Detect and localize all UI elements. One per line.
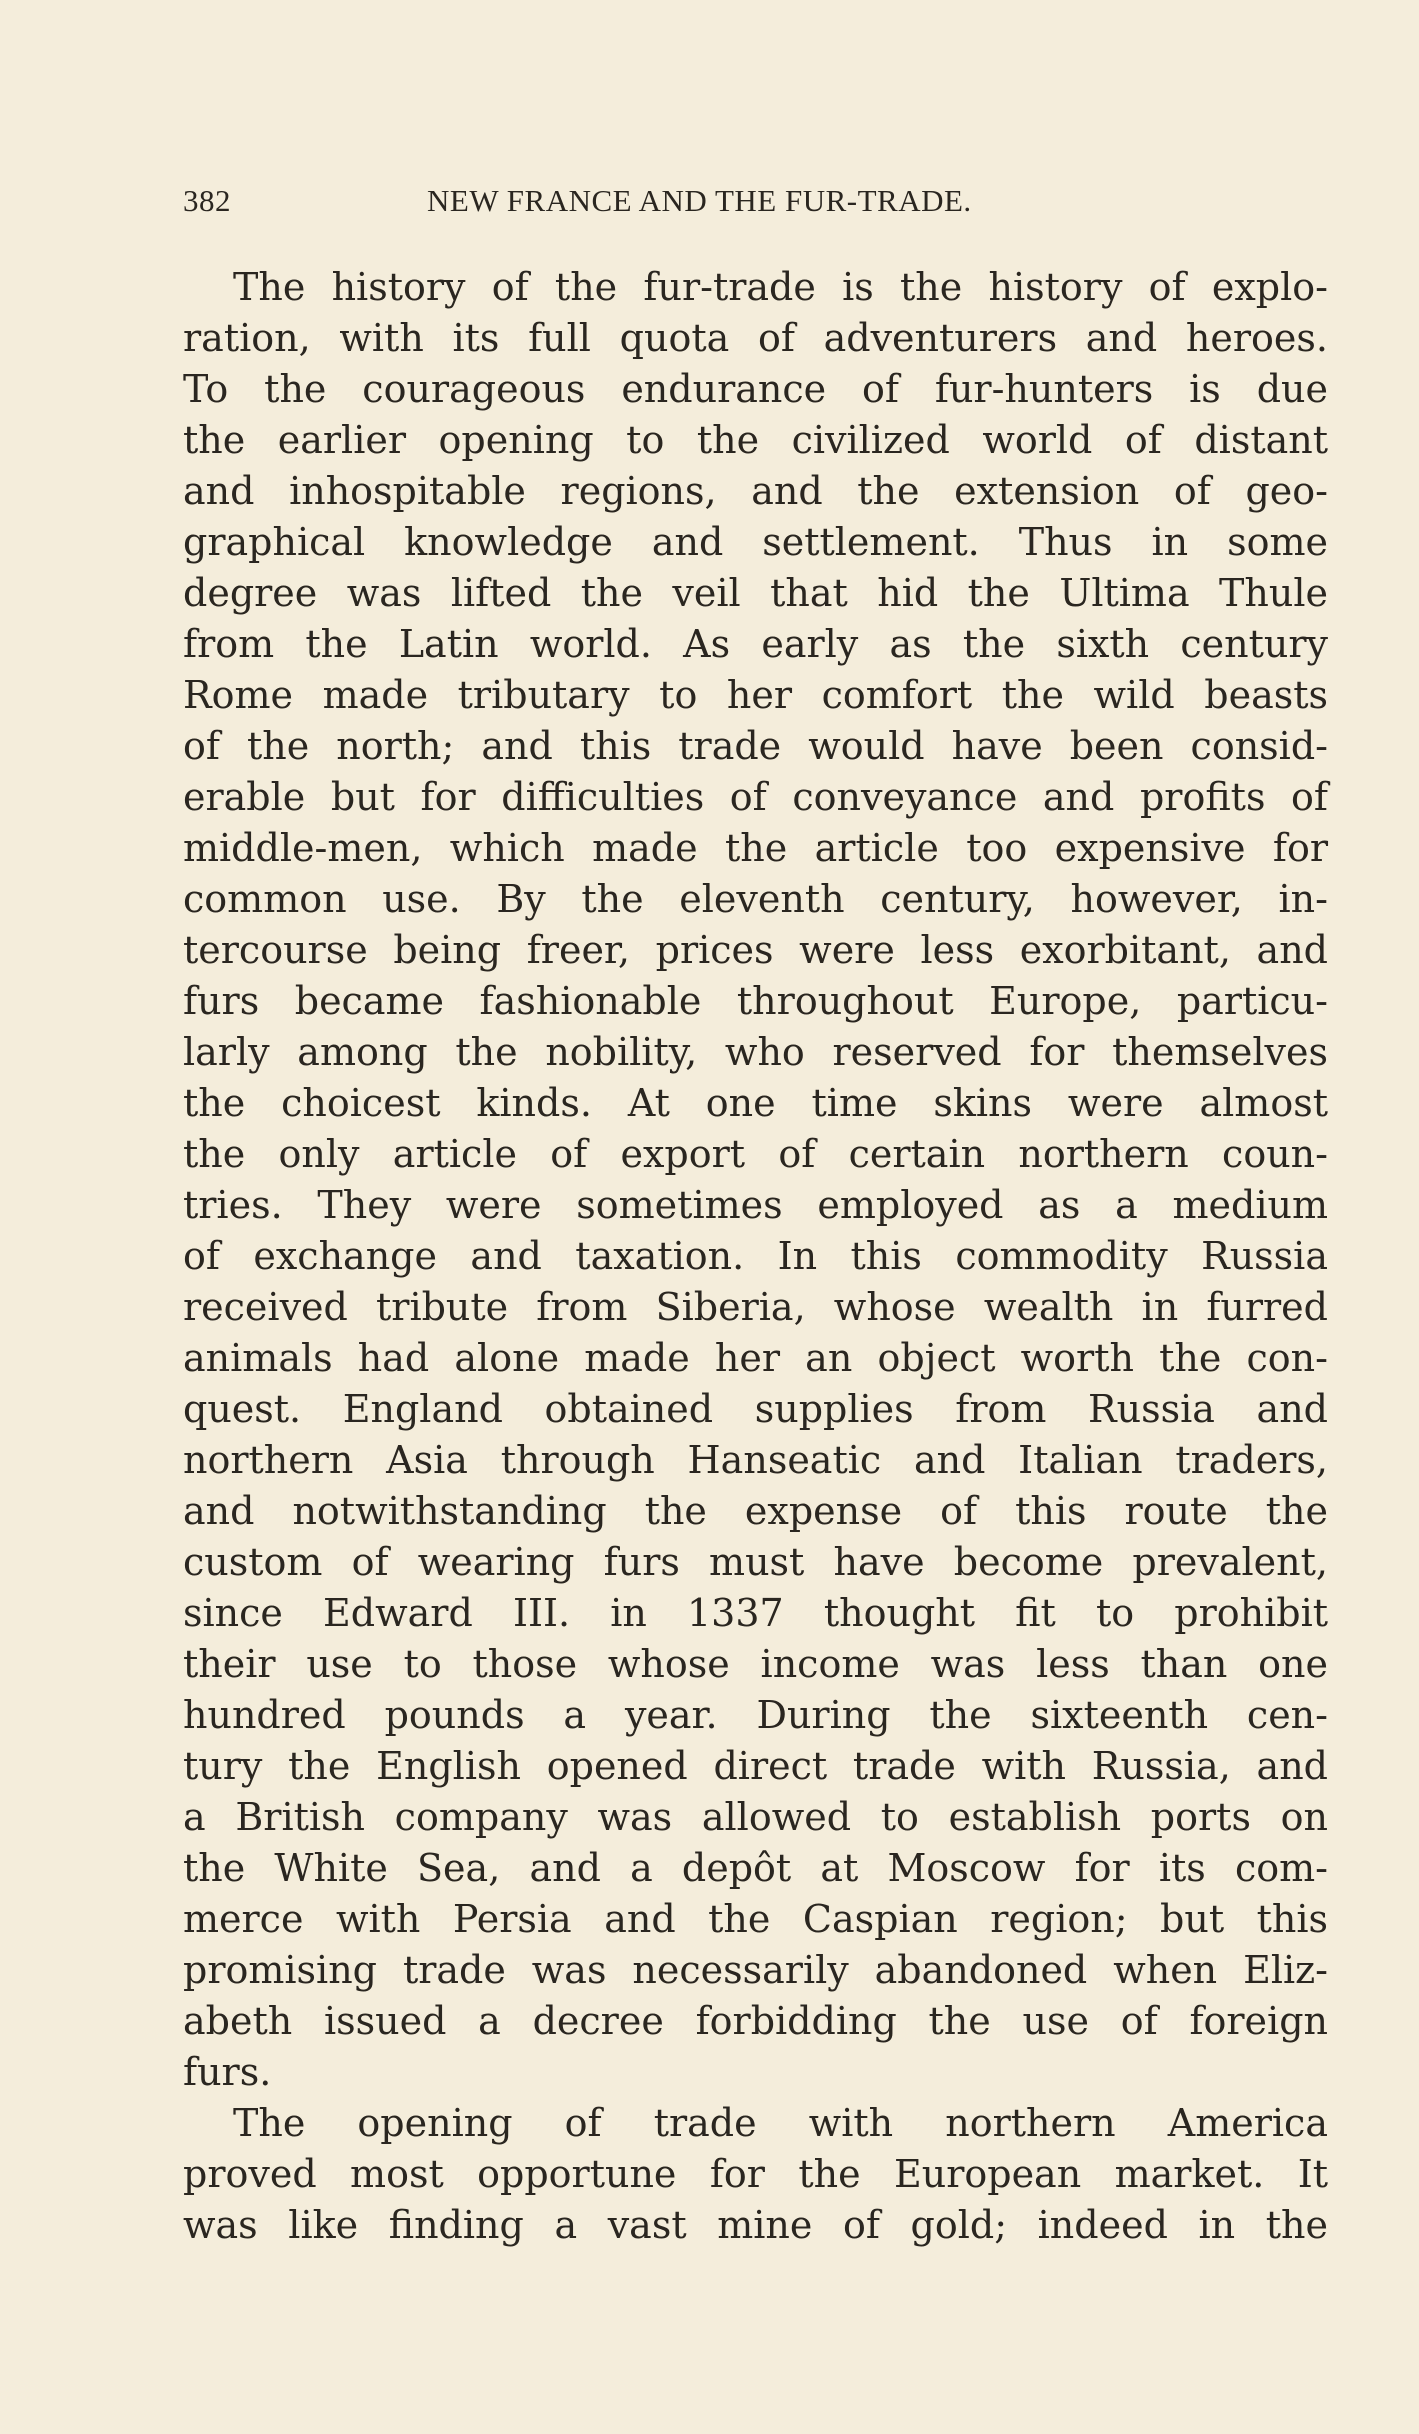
text-line: Rome made tributary to her comfort the wild beasts [183,673,1328,717]
text-line: their use to those whose income was less than one [183,1642,1328,1686]
page-number: 382 [183,183,231,218]
text-line: promising trade was necessarily abandoned when Eliz- [183,1948,1328,1992]
text-line: To the courageous endurance of fur-hunters is due [183,367,1328,411]
text-line: middle-men, which made the article too expensive for [183,826,1328,870]
text-line: furs became fashionable throughout Europe, particu- [183,979,1328,1023]
text-line: proved most opportune for the European market. It [183,2152,1328,2196]
text-line: graphical knowledge and settlement. Thus in some [183,520,1328,564]
text-line: received tribute from Siberia, whose wealth in furred [183,1285,1328,1329]
text-line: degree was lifted the veil that hid the Ultima Thule [183,571,1328,615]
text-line: was like finding a vast mine of gold; indeed in the [183,2203,1328,2247]
text-line: of exchange and taxation. In this commodity Russia [183,1234,1328,1278]
text-line: quest. England obtained supplies from Russia and [183,1387,1328,1431]
running-title: NEW FRANCE AND THE FUR-TRADE. [427,183,972,218]
text-line: furs. [183,2050,272,2094]
text-line: The history of the fur-trade is the history of explo- [233,265,1328,309]
text-line: hundred pounds a year. During the sixteenth cen- [183,1693,1328,1737]
text-line: tury the English opened direct trade with Russia, and [183,1744,1328,1788]
text-line: common use. By the eleventh century, however, in- [183,877,1328,921]
text-line: tries. They were sometimes employed as a medium [183,1183,1328,1227]
text-line: since Edward III. in 1337 thought fit to prohibit [183,1591,1328,1635]
text-line: a British company was allowed to establish ports on [183,1795,1328,1839]
text-line: abeth issued a decree forbidding the use of foreign [183,1999,1328,2043]
text-line: the White Sea, and a depôt at Moscow for its com- [183,1846,1328,1890]
body-text [183,262,1328,2251]
text-line: northern Asia through Hanseatic and Italian traders, [183,1438,1328,1482]
text-line: animals had alone made her an object worth the con- [183,1336,1328,1380]
text-line: the only article of export of certain northern coun- [183,1132,1328,1176]
text-line: merce with Persia and the Caspian region; but this [183,1897,1328,1941]
text-line: erable but for difficulties of conveyance and profits of [183,775,1328,819]
text-line: ration, with its full quota of adventurers and heroes. [183,316,1328,360]
running-header [183,183,1103,223]
text-line: and notwithstanding the expense of this route the [183,1489,1328,1533]
text-line: of the north; and this trade would have been consid- [183,724,1328,768]
text-line: the choicest kinds. At one time skins were almost [183,1081,1328,1125]
text-line: larly among the nobility, who reserved for themselves [183,1030,1328,1074]
text-line: from the Latin world. As early as the sixth century [183,622,1328,666]
text-line: The opening of trade with northern America [233,2101,1328,2145]
text-line: and inhospitable regions, and the extension of geo- [183,469,1328,513]
text-line: the earlier opening to the civilized world of distant [183,418,1328,462]
text-line: custom of wearing furs must have become prevalent, [183,1540,1328,1584]
text-line: tercourse being freer, prices were less exorbitant, and [183,928,1328,972]
